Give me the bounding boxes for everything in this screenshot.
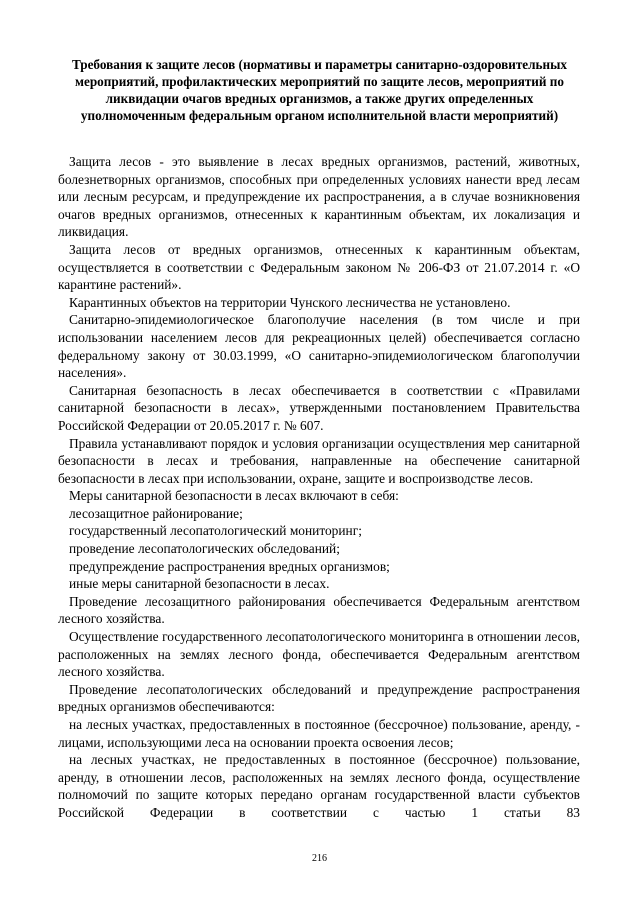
paragraph: Проведение лесозащитного районирования обеспечивается Федеральным агентством лесного хозяйства. <box>58 593 580 627</box>
paragraph: Санитарно-эпидемиологическое благополучие населения (в том числе и при использовании населением лесов для рекреационных целей) обеспечивается согласно федеральному закону от 30.03.1999, «О санитарно-эпидемиологическом благополучии населения». <box>58 312 580 381</box>
paragraph: Санитарная безопасность в лесах обеспечивается в соответствии с «Правилами санитарной безопасности в лесах», утвержденными постановлением Правительства Российской Федерации от 20.05.2017 г. № 607. <box>58 382 580 433</box>
paragraph: Защита лесов от вредных организмов, отнесенных к карантинным объектам, осуществляется в соответствии с Федеральным законом № 206-ФЗ от 21.07.2014 г. «О карантине растений». <box>58 241 580 293</box>
paragraph: на лесных участках, не предоставленных в постоянное (бессрочное) пользование, аренду, в отношении лесов, расположенных на землях лесного фонда, осуществление полномочий по защите которых передано органам государственной власти субъектов Российской Федерации в соответствии с частью 1 статьи 83 <box>58 752 580 820</box>
paragraph: на лесных участках, предоставленных в постоянное (бессрочное) пользование, аренду, - лицами, использующими леса на основании проекта освоения лесов; <box>58 717 580 750</box>
list-item: предупреждение распространения вредных организмов; <box>69 558 390 574</box>
page-number: 216 <box>312 853 327 864</box>
paragraph: Защита лесов - это выявление в лесах вредных организмов, растений, животных, болезнетворных организмов, способных при определенных условиях нанести вред лесам или лесным ресурсам, и предупреждение их распространения, а в случае возникновения очагов вредных организмов, отнесенных к карантинным объектам, их локализация и ликвидация. <box>58 154 580 240</box>
paragraph: Проведение лесопатологических обследований и предупреждение распространения вредных организмов обеспечиваются: <box>58 681 580 715</box>
document-body <box>58 153 580 822</box>
list-item: проведение лесопатологических обследований; <box>69 541 340 557</box>
paragraph: Меры санитарной безопасности в лесах включают в себя: <box>69 488 399 504</box>
paragraph: Карантинных объектов на территории Чунского лесничества не установлено. <box>69 294 511 310</box>
paragraph: Осуществление государственного лесопатологического мониторинга в отношении лесов, расположенных на землях лесного фонда, обеспечивается Федеральным агентством лесного хозяйства. <box>58 629 580 680</box>
list-item: государственный лесопатологический мониторинг; <box>69 523 362 539</box>
list-item: лесозащитное районирование; <box>69 505 243 521</box>
document-title: Требования к защите лесов (нормативы и параметры санитарно-оздоровительных мероприятий, профилактических мероприятий по защите лесов, мероприятий по ликвидации очагов вредных организмов, а также других определенных уполномоченным федеральным органом исполнительной власти мероприятий) <box>71 57 568 123</box>
list-item: иные меры санитарной безопасности в лесах. <box>69 576 330 592</box>
paragraph: Правила устанавливают порядок и условия организации осуществления мер санитарной безопасности в лесах и требования, направленные на обеспечение санитарной безопасности в лесах при использовании, охране, защите и воспроизводстве лесов. <box>58 435 580 486</box>
